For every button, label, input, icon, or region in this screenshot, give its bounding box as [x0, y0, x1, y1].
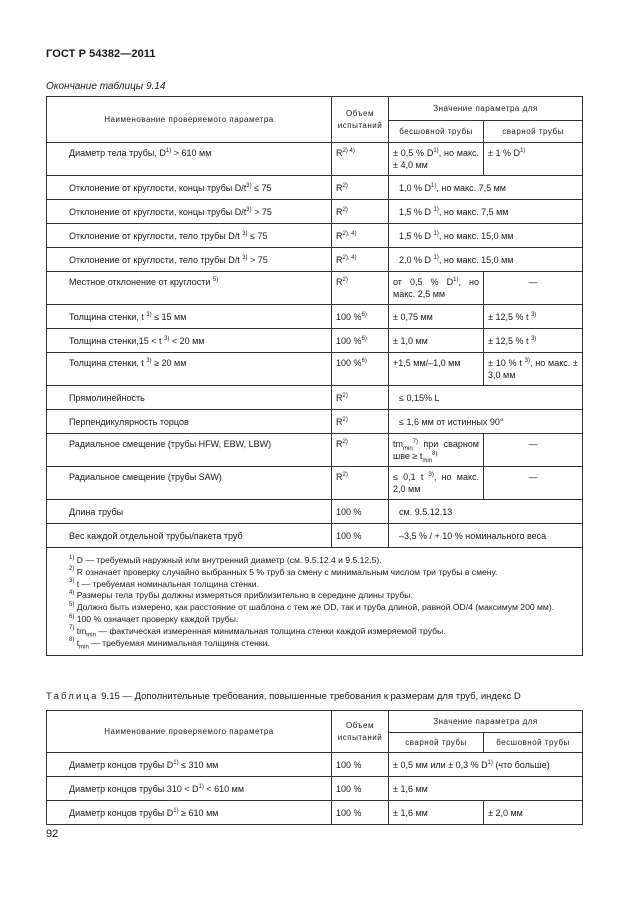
value-cell-welded [484, 467, 583, 500]
param-name-cell [47, 801, 332, 825]
volume-cell [332, 434, 389, 467]
table2-caption-text: 9.15 — Дополнительные требования, повышенные требования к размерам для труб, индекс D [98, 691, 521, 702]
value-cell-merged [389, 500, 583, 524]
footnote-text: Размеры тела трубы должны измеряться приблизительно в середине длины трубы. [74, 590, 413, 601]
param-name-tail: ≤ 310 мм [178, 760, 219, 770]
footnote-text-tail: — требуемая минимальная толщина стенки. [88, 637, 270, 648]
value-cell-merged [389, 248, 583, 272]
footnote-marker: 1) [69, 554, 75, 561]
volume-cell [332, 524, 389, 548]
welded-footnote: 3) [530, 335, 537, 342]
footnote-text: R означает проверку случайно выбранных 5 % труб за смену с минимальным числом три трубы в смену. [74, 566, 498, 577]
volume-cell [332, 500, 389, 524]
footnote-text: D — требуемый наружный или внутренний диаметр (см. 9.5.12.4 и 9.5.12.5). [74, 555, 382, 565]
param-name: Радиальное смещение (трубы HFW, EBW, LBW) [69, 439, 272, 449]
param-name: Диаметр концов трубы D [69, 808, 174, 818]
seamless-value: +1,5 мм/–1,0 мм [393, 358, 461, 368]
col-header-welded: сварной трубы [484, 121, 583, 143]
param-name-tail: < 20 мм [169, 336, 205, 346]
volume-cell [332, 353, 389, 386]
volume-footnote: 2), 4) [342, 230, 357, 237]
value-footnote: 1) [433, 230, 439, 237]
value-text: 2,0 % D [399, 255, 434, 265]
footnote-marker: 6) [69, 613, 75, 620]
table-row [47, 305, 583, 329]
value-text-tail: , но макс. 15,0 мм [438, 231, 514, 241]
param-name: Отклонение от круглости, концы трубы D/t [69, 183, 247, 193]
footnote-marker: 5) [69, 601, 75, 608]
footnote-text: Должно быть измерено, как расстояние от шаблона с тем же OD, так и труба длиной, равной OD/4 (максимум 200 мм). [74, 602, 555, 613]
volume-value: 100 % [336, 808, 362, 818]
value-text-tail: , но макс. 7,5 мм [438, 207, 509, 217]
volume-footnote: 2) [342, 438, 348, 445]
value-cell-welded [484, 305, 583, 329]
value-cell-seamless [389, 434, 484, 467]
welded-value: ± 12,5 % t [488, 336, 531, 346]
volume-footnote: 6) [361, 357, 367, 364]
param-name-cell [47, 467, 332, 500]
value-footnote: 1) [433, 206, 439, 213]
table2-header-row [47, 711, 583, 733]
param-name-tail: > 75 [251, 207, 272, 217]
table-row [47, 801, 583, 825]
t2-col-header-seamless: бесшовной трубы [484, 733, 583, 753]
table2-caption-prefix: Таблица [46, 691, 99, 702]
value-cell-merged [389, 524, 583, 548]
volume-value: R [336, 393, 343, 403]
volume-cell [332, 143, 389, 176]
volume-cell [332, 753, 389, 777]
table-row [47, 434, 583, 467]
seamless-value-tail: при сварном шве ≥ t [393, 439, 479, 461]
param-name-cell [47, 305, 332, 329]
param-name-footnote: 3) [246, 206, 252, 213]
value-cell-merged [389, 410, 583, 434]
value-cell-welded [484, 353, 583, 386]
value-cell-merged [389, 753, 583, 777]
table2-caption [46, 691, 521, 702]
seamless-subscript-2: min [422, 457, 433, 464]
welded-footnote: 3) [524, 357, 530, 364]
welded-value: — [528, 439, 538, 449]
table1-caption: Окончание таблицы 9.14 [46, 81, 166, 92]
seamless-value: от 0,5 % D [393, 277, 454, 287]
value-cell-seamless [389, 272, 484, 305]
param-name-tail: ≤ 15 мм [151, 312, 187, 322]
param-name: Толщина стенки, t [69, 312, 147, 322]
value-cell-merged [389, 224, 583, 248]
value-cell-seamless [389, 305, 484, 329]
volume-footnote: 6) [361, 335, 367, 342]
t2-col-header-value: Значение параметра для [389, 711, 583, 733]
value-cell-welded [484, 434, 583, 467]
volume-cell [332, 176, 389, 200]
seamless-value: ≤ 0,1 t [393, 472, 429, 482]
param-name-cell [47, 248, 332, 272]
table-row [47, 200, 583, 224]
value-cell-merged [389, 386, 583, 410]
seamless-footnote: 3) [428, 471, 434, 478]
param-name-footnote: 3) [242, 254, 248, 261]
param-name-cell [47, 777, 332, 801]
volume-footnote: 2) [342, 206, 348, 213]
table-row [47, 224, 583, 248]
value-cell-welded [484, 329, 583, 353]
table-row [47, 524, 583, 548]
param-name: Местное отклонение от круглости [69, 277, 213, 287]
footnote-text-tail: — фактическая измеренная минимальная толщина стенки каждой измеряемой трубы. [95, 625, 446, 636]
footnote-text: t — требуемая номинальная толщина стенки. [74, 578, 259, 589]
volume-value: R [336, 207, 343, 217]
footnote-marker: 3) [69, 578, 75, 585]
volume-cell [332, 224, 389, 248]
table-row [47, 353, 583, 386]
volume-cell [332, 386, 389, 410]
value-cell-welded [484, 272, 583, 305]
table1-notes-row [47, 548, 583, 656]
param-name: Диаметр тела трубы, D [69, 148, 166, 158]
footnote-marker: 8) [69, 637, 75, 644]
volume-cell [332, 329, 389, 353]
value-cell-welded [389, 801, 484, 825]
param-name-tail: ≤ 75 [247, 231, 268, 241]
welded-value: — [528, 277, 538, 287]
param-name: Толщина стенки,15 < t [69, 336, 164, 346]
footnote-text: t [74, 637, 80, 648]
param-name: Диаметр концов трубы D [69, 760, 174, 770]
table-row [47, 467, 583, 500]
table-row [47, 500, 583, 524]
param-name-footnote: 1) [173, 807, 179, 814]
volume-footnote: 2) [342, 276, 348, 283]
volume-value: R [336, 277, 343, 287]
seamless-value: ± 1,0 мм [393, 336, 428, 346]
col-header-value: Значение параметра для [389, 97, 583, 121]
value-cell-seamless [389, 467, 484, 500]
value-text: ± 0,5 мм или ± 0,3 % D [393, 760, 488, 770]
value-cell-merged [389, 777, 583, 801]
seamless-value-tail: , но макс. ± 4,0 мм [393, 148, 479, 170]
col-header-volume: Объем испытаний [332, 97, 389, 143]
volume-cell [332, 272, 389, 305]
value-text: ≤ 1,6 мм от истинных 90° [399, 417, 504, 427]
value-text: ≤ 0,15% L [399, 393, 440, 403]
volume-value: 100 % [336, 358, 362, 368]
footnote [69, 579, 574, 591]
param-name-cell [47, 500, 332, 524]
seamless-value: ± 0,75 мм [393, 312, 433, 322]
param-name-footnote: 1) [165, 147, 172, 154]
table-row [47, 272, 583, 305]
value-footnote: 1) [433, 254, 439, 261]
value-text-tail: (что больше) [492, 760, 550, 770]
value-footnote: 1) [487, 759, 493, 766]
value-footnote: 1) [431, 182, 437, 189]
value-cell-welded [484, 143, 583, 176]
seamless-footnote: 1) [433, 147, 439, 154]
table-row [47, 248, 583, 272]
value-text: см. 9.5.12.13 [399, 507, 453, 517]
volume-footnote: 2) 4) [342, 147, 355, 154]
param-name-cell [47, 329, 332, 353]
volume-value: R [336, 417, 343, 427]
value-cell-merged [389, 200, 583, 224]
footnote-marker: 4) [69, 590, 75, 597]
volume-cell [332, 801, 389, 825]
col-header-name: Наименование проверяемого параметра [47, 97, 332, 143]
param-name-tail: > 75 [247, 255, 268, 265]
value-cell-merged [389, 176, 583, 200]
footnote-subscript: min [86, 632, 96, 639]
volume-footnote: 2) [342, 182, 348, 189]
param-name-cell [47, 353, 332, 386]
param-name-cell [47, 200, 332, 224]
table-row [47, 753, 583, 777]
seamless-value-tail: , но макс. 2,5 мм [393, 277, 479, 299]
param-name: Отклонение от круглости, концы трубы D/t [69, 207, 247, 217]
table-row [47, 777, 583, 801]
volume-cell [332, 248, 389, 272]
table-row [47, 386, 583, 410]
welded-value: ± 1 % D [488, 148, 520, 158]
table2-body [47, 753, 583, 825]
volume-value: 100 % [336, 507, 362, 517]
seamless-value: ± 0,5 % D [393, 148, 434, 158]
param-name-footnote: 1) [198, 783, 204, 790]
footnote [69, 590, 574, 602]
footnote [69, 626, 574, 638]
param-name-footnote: 3) [146, 357, 152, 364]
volume-value: R [336, 231, 343, 241]
param-name-cell [47, 224, 332, 248]
param-name: Отклонение от круглости, тело трубы D/t [69, 231, 243, 241]
param-name-tail: ≥ 20 мм [151, 358, 187, 368]
footnote [69, 614, 574, 626]
volume-value: 100 % [336, 312, 362, 322]
volume-cell [332, 467, 389, 500]
table-9-14 [46, 96, 583, 656]
table-header-row [47, 97, 583, 121]
seamless-value: ± 2,0 мм [488, 808, 523, 818]
footnote-subscript: min [79, 644, 89, 651]
table-row [47, 143, 583, 176]
param-name-cell [47, 410, 332, 434]
param-name-cell [47, 434, 332, 467]
volume-cell [332, 777, 389, 801]
volume-value: R [336, 183, 343, 193]
page-number: 92 [46, 828, 59, 840]
param-name-cell [47, 143, 332, 176]
param-name-tail: > 610 мм [171, 148, 212, 158]
footnote [55, 602, 574, 614]
value-text: ± 1,6 мм [393, 784, 428, 794]
welded-value: — [528, 472, 538, 482]
t2-col-header-volume: Объем испытаний [332, 711, 389, 753]
param-name-cell [47, 753, 332, 777]
volume-footnote: 2) [342, 416, 348, 423]
value-cell-seamless [389, 143, 484, 176]
param-name-footnote: 3) [146, 311, 152, 318]
footnote-marker: 7) [69, 625, 75, 632]
seamless-footnote-2: 8) [432, 450, 438, 457]
footnote [69, 638, 574, 650]
volume-value: 100 % [336, 760, 362, 770]
value-text: –3,5 % / + 10 % номинального веса [399, 531, 547, 541]
welded-value: ± 10 % t [488, 358, 525, 368]
param-name: Радиальное смещение (трубы SAW) [69, 472, 222, 482]
value-cell-seamless [484, 801, 583, 825]
col-header-seamless: бесшовной трубы [389, 121, 484, 143]
param-name-cell [47, 386, 332, 410]
document-title: ГОСТ Р 54382—2011 [46, 48, 156, 60]
seamless-footnote: 7) [412, 438, 419, 445]
volume-cell [332, 305, 389, 329]
value-text: 1,5 % D [399, 231, 434, 241]
volume-value: R [336, 472, 343, 482]
volume-footnote: 2), 4) [342, 254, 357, 261]
seamless-value-tail: , но макс. 2,0 мм [393, 472, 479, 494]
param-name-footnote: 3) [242, 230, 248, 237]
param-name: Длина трубы [69, 507, 124, 517]
param-name-footnote: 1) [173, 759, 179, 766]
param-name-tail: < 610 мм [203, 784, 245, 794]
volume-footnote: 6) [361, 311, 367, 318]
param-name-footnote: 5) [212, 276, 219, 283]
volume-cell [332, 410, 389, 434]
table1-footnotes [47, 548, 583, 656]
seamless-value: tm [393, 439, 403, 449]
footnote-text: 100 % означает проверку каждой трубы. [74, 613, 239, 624]
value-cell-seamless [389, 353, 484, 386]
welded-value: ± 12,5 % t [488, 312, 531, 322]
volume-value: R [336, 255, 343, 265]
value-text-tail: , но макс. 7,5 мм [436, 183, 506, 193]
table-row [47, 410, 583, 434]
param-name: Вес каждой отдельной трубы/пакета труб [69, 531, 243, 541]
param-name-footnote: 3) [164, 335, 170, 342]
t2-col-header-name: Наименование проверяемого параметра [47, 711, 332, 753]
volume-footnote: 2) [342, 471, 348, 478]
footnote [69, 555, 574, 567]
value-text: 1,0 % D [399, 183, 432, 193]
value-text: 1,5 % D [399, 207, 434, 217]
seamless-subscript: min [403, 445, 413, 452]
volume-value: 100 % [336, 784, 362, 794]
value-cell-seamless [389, 329, 484, 353]
table-row [47, 329, 583, 353]
welded-value: ± 1,6 мм [393, 808, 428, 818]
param-name: Прямолинейность [69, 393, 145, 403]
welded-footnote: 3) [530, 311, 537, 318]
param-name-cell [47, 176, 332, 200]
volume-value: R [336, 439, 343, 449]
param-name-footnote: 3) [246, 182, 252, 189]
param-name: Перпендикулярность торцов [69, 417, 189, 427]
volume-cell [332, 200, 389, 224]
param-name-tail: ≤ 75 [251, 183, 272, 193]
table1-body [47, 143, 583, 548]
param-name: Толщина стенки, t [69, 358, 147, 368]
seamless-footnote: 1) [453, 276, 459, 283]
table-9-15 [46, 710, 583, 825]
param-name: Отклонение от круглости, тело трубы D/t [69, 255, 243, 265]
param-name-tail: ≥ 610 мм [178, 808, 219, 818]
volume-value: 100 % [336, 336, 362, 346]
welded-value-tail: , но макс. ± 3,0 мм [488, 358, 578, 380]
table-row [47, 176, 583, 200]
volume-footnote: 2) [342, 392, 348, 399]
volume-value: R [336, 148, 343, 158]
param-name: Диаметр концов трубы 310 < D [69, 784, 199, 794]
param-name-cell [47, 272, 332, 305]
footnote-text: tm [74, 625, 87, 636]
value-text-tail: , но макс. 15,0 мм [438, 255, 514, 265]
t2-col-header-welded: сварной трубы [389, 733, 484, 753]
footnote-marker: 2) [69, 566, 75, 573]
param-name-cell [47, 524, 332, 548]
volume-value: 100 % [336, 531, 362, 541]
footnote [69, 567, 574, 579]
welded-footnote: 1) [519, 147, 526, 154]
